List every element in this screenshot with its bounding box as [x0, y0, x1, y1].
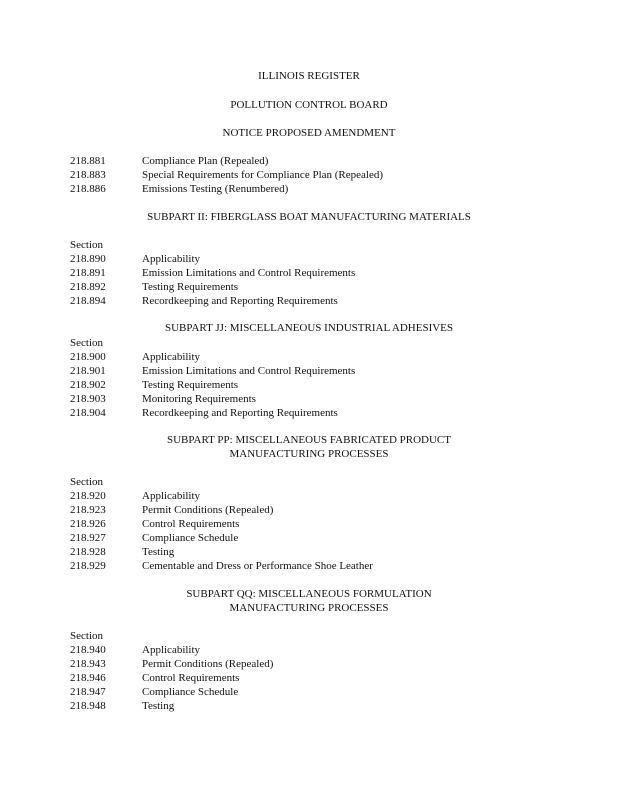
- section-title: Compliance Schedule: [142, 532, 239, 544]
- subpart-heading-line2: MANUFACTURING PROCESSES: [229, 602, 389, 614]
- section-number: 218.883: [70, 169, 106, 181]
- section-title: Recordkeeping and Reporting Requirements: [142, 295, 338, 307]
- section-number: 218.920: [70, 490, 106, 502]
- section-title: Recordkeeping and Reporting Requirements: [142, 407, 338, 419]
- subpart-heading: SUBPART II: FIBERGLASS BOAT MANUFACTURING MATERIALS: [147, 211, 471, 223]
- section-number: 218.900: [70, 351, 106, 363]
- section-number: 218.927: [70, 532, 106, 544]
- section-title: Applicability: [142, 253, 201, 265]
- subpart-heading: SUBPART QQ: MISCELLANEOUS FORMULATION: [186, 588, 432, 600]
- section-number: 218.881: [70, 155, 106, 167]
- section-number: 218.890: [70, 253, 106, 265]
- board-name: POLLUTION CONTROL BOARD: [230, 99, 388, 111]
- section-number: 218.904: [70, 407, 106, 419]
- section-number: 218.902: [70, 379, 106, 391]
- section-title: Testing Requirements: [142, 379, 239, 391]
- section-number: 218.901: [70, 365, 106, 377]
- section-title: Permit Conditions (Repealed): [142, 504, 274, 516]
- section-number: 218.892: [70, 281, 106, 293]
- section-title: Control Requirements: [142, 672, 240, 684]
- subpart-heading: SUBPART PP: MISCELLANEOUS FABRICATED PRODUCT: [167, 434, 451, 446]
- section-title: Cementable and Dress or Performance Shoe Leather: [142, 560, 373, 572]
- section-number: 218.948: [70, 700, 106, 712]
- section-number: 218.928: [70, 546, 106, 558]
- section-title: Applicability: [142, 490, 201, 502]
- section-title: Testing: [142, 700, 175, 712]
- register-title: ILLINOIS REGISTER: [258, 70, 360, 82]
- section-number: 218.940: [70, 644, 106, 656]
- section-label: Section: [70, 239, 103, 251]
- section-label: Section: [70, 476, 103, 488]
- section-label: Section: [70, 630, 103, 642]
- section-title: Applicability: [142, 644, 201, 656]
- section-title: Emissions Testing (Renumbered): [142, 183, 289, 195]
- section-number: 218.923: [70, 504, 106, 516]
- section-number: 218.903: [70, 393, 106, 405]
- section-number: 218.894: [70, 295, 106, 307]
- section-title: Emission Limitations and Control Requirements: [142, 267, 356, 279]
- section-number: 218.929: [70, 560, 106, 572]
- section-label: Section: [70, 337, 103, 349]
- section-title: Emission Limitations and Control Requirements: [142, 365, 356, 377]
- section-title: Monitoring Requirements: [142, 393, 256, 405]
- section-title: Applicability: [142, 351, 201, 363]
- subpart-heading: SUBPART JJ: MISCELLANEOUS INDUSTRIAL ADHESIVES: [164, 322, 454, 334]
- section-title: Control Requirements: [142, 518, 240, 530]
- section-title: Testing Requirements: [142, 281, 239, 293]
- section-title: Compliance Schedule: [142, 686, 239, 698]
- section-title: Permit Conditions (Repealed): [142, 658, 274, 670]
- section-number: 218.926: [70, 518, 106, 530]
- section-number: 218.943: [70, 658, 106, 670]
- section-number: 218.946: [70, 672, 106, 684]
- section-title: Compliance Plan (Repealed): [142, 155, 269, 167]
- subpart-heading-line2: MANUFACTURING PROCESSES: [229, 448, 389, 460]
- notice-title: NOTICE PROPOSED AMENDMENT: [222, 127, 396, 139]
- section-number: 218.947: [70, 686, 106, 698]
- section-number: 218.891: [70, 267, 106, 279]
- section-title: Testing: [142, 546, 175, 558]
- section-number: 218.886: [70, 183, 106, 195]
- section-title: Special Requirements for Compliance Plan (Repealed): [142, 169, 384, 181]
